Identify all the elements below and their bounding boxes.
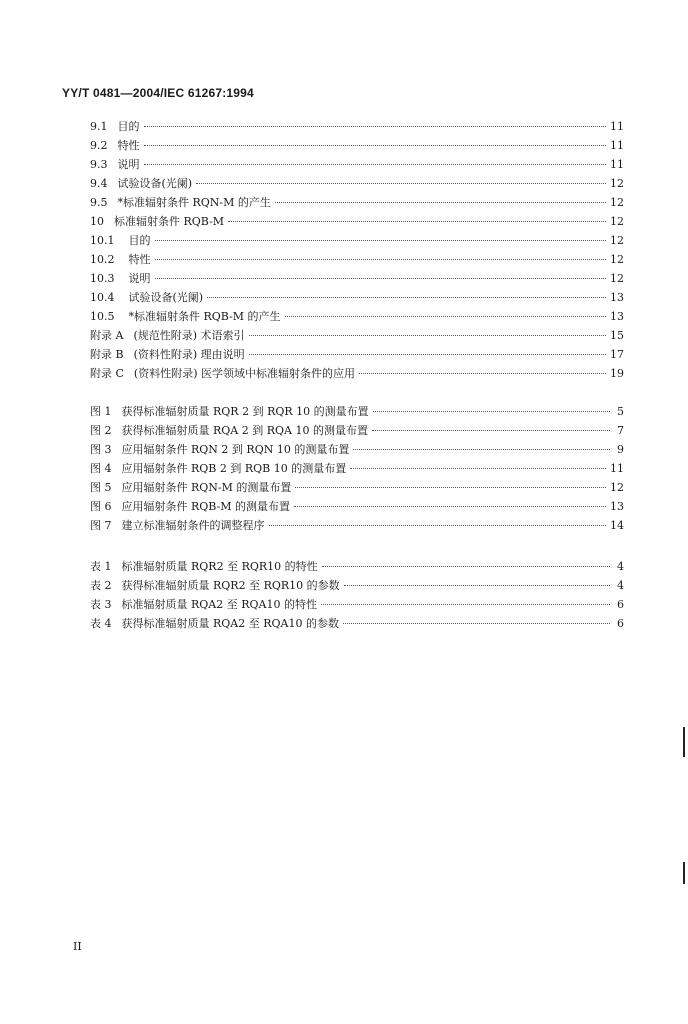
toc-table-entry[interactable] (90, 615, 624, 634)
entry-page-number: 12 (610, 272, 624, 285)
entry-page-number: 12 (610, 253, 624, 266)
entry-number: 图 7 (90, 519, 112, 532)
toc-tables (90, 558, 624, 634)
entry-title: *标准辐射条件 RQN-M 的产生 (117, 196, 271, 209)
entry-page-number: 15 (610, 329, 624, 342)
entry-title: 标准辐射质量 RQA2 至 RQA10 的特性 (121, 598, 317, 611)
entry-number: 10.5 (90, 310, 115, 323)
entry-number: 10.1 (90, 234, 115, 247)
entry-page-number: 12 (610, 215, 624, 228)
entry-page-number: 6 (617, 617, 624, 630)
dot-leader (295, 487, 606, 488)
entry-title: 标准辐射条件 RQB-M (114, 215, 225, 228)
entry-title: 特性 (117, 139, 140, 152)
entry-title: 应用辐射条件 RQN-M 的测量布置 (121, 481, 292, 494)
entry-number: 表 2 (90, 579, 112, 592)
entry-title: 特性 (128, 253, 151, 266)
dot-leader (353, 449, 610, 450)
toc-section-entry[interactable] (90, 308, 624, 327)
dot-leader (372, 430, 610, 431)
dot-leader (249, 335, 606, 336)
toc-section-entry[interactable] (90, 289, 624, 308)
entry-page-number: 12 (610, 234, 624, 247)
entry-title: 说明 (128, 272, 151, 285)
toc-figure-entry[interactable] (90, 479, 624, 498)
entry-number: 图 3 (90, 443, 112, 456)
dot-leader (196, 183, 606, 184)
entry-page-number: 6 (617, 598, 624, 611)
entry-page-number: 17 (610, 348, 624, 361)
dot-leader (207, 297, 606, 298)
toc-figure-entry[interactable] (90, 422, 624, 441)
toc-table-entry[interactable] (90, 577, 624, 596)
toc-section-entry[interactable] (90, 251, 624, 270)
entry-page-number: 4 (617, 560, 624, 573)
toc-section-entry[interactable] (90, 213, 624, 232)
dot-leader (294, 506, 606, 507)
toc-figure-entry[interactable] (90, 498, 624, 517)
toc-section-entry[interactable] (90, 327, 624, 346)
entry-number: 10.3 (90, 272, 115, 285)
entry-number: 9.5 (90, 196, 108, 209)
entry-title: 应用辐射条件 RQN 2 到 RQN 10 的测量布置 (121, 443, 350, 456)
entry-title: (规范性附录) 术语索引 (133, 329, 245, 342)
entry-page-number: 11 (610, 139, 624, 152)
entry-page-number: 12 (610, 481, 624, 494)
entry-number: 图 4 (90, 462, 112, 475)
entry-number: 10 (90, 215, 104, 228)
entry-title: 试验设备(光阑) (128, 291, 204, 304)
entry-number: 图 6 (90, 500, 112, 513)
dot-leader (228, 221, 606, 222)
entry-page-number: 9 (617, 443, 624, 456)
dot-leader (249, 354, 606, 355)
toc-sections (90, 118, 624, 384)
entry-page-number: 19 (610, 367, 624, 380)
toc-section-entry[interactable] (90, 118, 624, 137)
entry-title: 应用辐射条件 RQB 2 到 RQB 10 的测量布置 (121, 462, 347, 475)
toc-figure-entry[interactable] (90, 517, 624, 536)
entry-title: 标准辐射质量 RQR2 至 RQR10 的特性 (121, 560, 318, 573)
entry-page-number: 4 (617, 579, 624, 592)
entry-title: (资料性附录) 理由说明 (133, 348, 245, 361)
toc-section-entry[interactable] (90, 137, 624, 156)
entry-title: 获得标准辐射质量 RQR 2 到 RQR 10 的测量布置 (121, 405, 369, 418)
dot-leader (144, 145, 607, 146)
entry-page-number: 7 (617, 424, 624, 437)
entry-number: 9.4 (90, 177, 108, 190)
entry-title: 目的 (128, 234, 151, 247)
document-code-header: YY/T 0481—2004/IEC 61267:1994 (62, 86, 254, 100)
dot-leader (350, 468, 606, 469)
dot-leader (321, 604, 610, 605)
scan-edge-mark (683, 862, 685, 884)
toc-section-entry[interactable] (90, 194, 624, 213)
dot-leader (155, 240, 607, 241)
toc-figure-entry[interactable] (90, 460, 624, 479)
entry-title: 说明 (117, 158, 140, 171)
toc-section-entry[interactable] (90, 365, 624, 384)
toc-section-entry[interactable] (90, 156, 624, 175)
dot-leader (275, 202, 606, 203)
entry-number: 图 2 (90, 424, 112, 437)
entry-page-number: 5 (617, 405, 624, 418)
toc-section-entry[interactable] (90, 175, 624, 194)
toc-table-entry[interactable] (90, 558, 624, 577)
entry-page-number: 12 (610, 177, 624, 190)
entry-number: 9.2 (90, 139, 108, 152)
entry-number: 附录 C (90, 367, 124, 380)
dot-leader (359, 373, 606, 374)
entry-number: 附录 B (90, 348, 124, 361)
dot-leader (373, 411, 610, 412)
entry-number: 图 1 (90, 405, 112, 418)
scan-edge-mark (683, 727, 685, 757)
toc-section-entry[interactable] (90, 232, 624, 251)
dot-leader (155, 259, 607, 260)
entry-number: 附录 A (90, 329, 124, 342)
entry-number: 9.1 (90, 120, 108, 133)
entry-page-number: 11 (610, 462, 624, 475)
toc-figure-entry[interactable] (90, 441, 624, 460)
entry-number: 图 5 (90, 481, 112, 494)
toc-figure-entry[interactable] (90, 403, 624, 422)
entry-number: 10.4 (90, 291, 115, 304)
toc-section-entry[interactable] (90, 346, 624, 365)
toc-figures (90, 403, 624, 536)
entry-title: 试验设备(光阑) (117, 177, 193, 190)
entry-number: 表 3 (90, 598, 112, 611)
entry-title: 应用辐射条件 RQB-M 的测量布置 (121, 500, 291, 513)
entry-number: 表 1 (90, 560, 112, 573)
entry-title: (资料性附录) 医学领域中标准辐射条件的应用 (133, 367, 356, 380)
dot-leader (285, 316, 606, 317)
entry-title: 获得标准辐射质量 RQA2 至 RQA10 的参数 (121, 617, 339, 630)
toc-section-entry[interactable] (90, 270, 624, 289)
dot-leader (155, 278, 607, 279)
dot-leader (322, 566, 610, 567)
entry-title: *标准辐射条件 RQB-M 的产生 (128, 310, 281, 323)
entry-title: 目的 (117, 120, 140, 133)
toc-table-entry[interactable] (90, 596, 624, 615)
dot-leader (144, 164, 607, 165)
dot-leader (144, 126, 607, 127)
entry-number: 9.3 (90, 158, 108, 171)
entry-page-number: 13 (610, 310, 624, 323)
entry-page-number: 11 (610, 158, 624, 171)
entry-page-number: 14 (610, 519, 624, 532)
dot-leader (344, 585, 610, 586)
entry-number: 表 4 (90, 617, 112, 630)
entry-page-number: 11 (610, 120, 624, 133)
dot-leader (269, 525, 607, 526)
entry-title: 获得标准辐射质量 RQR2 至 RQR10 的参数 (121, 579, 340, 592)
entry-title: 获得标准辐射质量 RQA 2 到 RQA 10 的测量布置 (121, 424, 368, 437)
entry-page-number: 12 (610, 196, 624, 209)
entry-title: 建立标准辐射条件的调整程序 (121, 519, 265, 532)
entry-page-number: 13 (610, 291, 624, 304)
entry-page-number: 13 (610, 500, 624, 513)
page-number-footer: II (73, 940, 82, 953)
entry-number: 10.2 (90, 253, 115, 266)
dot-leader (343, 623, 610, 624)
